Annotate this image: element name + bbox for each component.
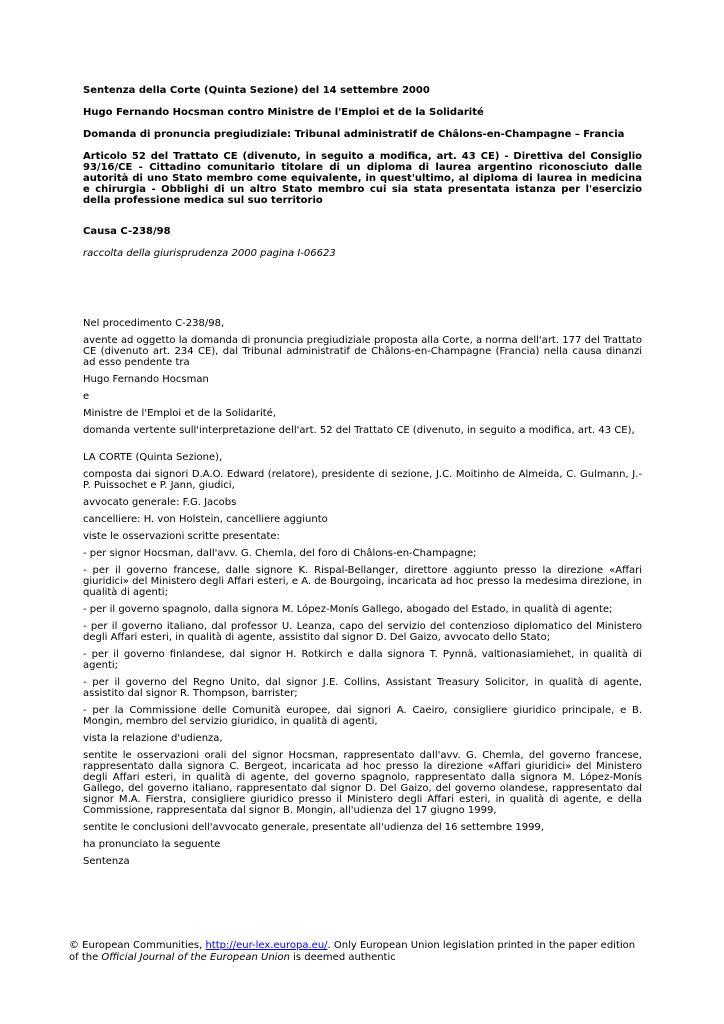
intro-section (83, 318, 642, 436)
journal-name: Official Journal of the European Union (101, 952, 290, 963)
reference-line: Domanda di pronuncia pregiudiziale: Tribunal administratif de Châlons-en-Champagne – Francia (83, 129, 625, 140)
case-number: Causa C-238/98 (83, 226, 171, 237)
paragraph: cancelliere: H. von Holstein, cancelliere aggiunto (83, 514, 328, 525)
paragraph: - per signor Hocsman, dall'avv. G. Chemla, del foro di Châlons-en-Champagne; (83, 548, 477, 559)
paragraph: - per il governo spagnolo, dalla signora M. López-Monís Gallego, abogado del Estado, in qualità di agente; (83, 604, 613, 615)
paragraph: viste le osservazioni scritte presentate: (83, 531, 280, 542)
footer-middle: . Only European Union legislation printed in the paper edition of the (69, 940, 636, 963)
paragraph: avvocato generale: F.G. Jacobs (83, 497, 237, 508)
paragraph: avente ad oggetto la domanda di pronuncia pregiudiziale proposta alla Corte, a norma dell'art. 177 del Trattato CE (divenuto art. 234 CE), dal Tribunal administratif de Châlons-en-Champagne (Francia) nella causa dinanzi ad esso pendente tra (83, 335, 642, 368)
spacer (83, 442, 642, 452)
paragraph: vista la relazione d'udienza, (83, 733, 223, 744)
paragraph: - per il governo italiano, dal professor U. Leanza, capo del servizio del contenzioso diplomatico del Ministero degli Affari esteri, in qualità di agente, assistito dal signor D. Del Gaizo, avvocato dello Stato; (83, 621, 642, 643)
parties-line: Hugo Fernando Hocsman contro Ministre de l'Emploi et de la Solidarité (83, 107, 484, 118)
document (83, 85, 642, 873)
document-title: Sentenza della Corte (Quinta Sezione) del 14 settembre 2000 (83, 85, 430, 96)
paragraph: - per il governo francese, dalle signore K. Rispal-Bellanger, direttore aggiunto presso la direzione «Affari giuridici» del Ministero degli Affari esteri, e A. de Bourgoing, incaricata ad hoc presso la medesima direzione, in qualità di agenti; (83, 565, 642, 598)
eur-lex-link[interactable]: http://eur-lex.europa.eu/ (205, 940, 328, 951)
paragraph: e (83, 391, 90, 402)
court-section (83, 452, 642, 867)
collection-reference: raccolta della giurisprudenza 2000 pagina I-06623 (83, 248, 336, 259)
copyright-footer (69, 940, 642, 964)
paragraph: ha pronunciato la seguente (83, 839, 221, 850)
paragraph: composta dai signori D.A.O. Edward (relatore), presidente di sezione, J.C. Moitinho de Almeida, C. Gulmann, J.-P. Puissochet e P. Jann, giudici, (83, 469, 642, 491)
paragraph: sentite le conclusioni dell'avvocato generale, presentate all'udienza del 16 settembre 1999, (83, 822, 544, 833)
paragraph: Nel procedimento C-238/98, (83, 318, 225, 329)
paragraph: sentite le osservazioni orali del signor Hocsman, rappresentato dall'avv. G. Chemla, del governo francese, rappresentato dalla signora C. Bergeot, incaricata ad hoc presso la direzione «Affari giuridici» del Ministero degli Affari esteri, in qualità di agente, del governo spagnolo, rappresentato dalla signora M. López-Monís Gallego, del governo italiano, rappresentato dal signor D. Del Gaizo, del governo olandese, rappresentato dal signor M.A. Fierstra, consigliere giuridico presso il Ministero degli Affari esteri, in qualità di agente, e della Commissione, rappresentata dal signor B. Mongin, all'udienza del 17 giugno 1999, (83, 750, 642, 816)
paragraph: Ministre de l'Emploi et de la Solidarité, (83, 408, 276, 419)
footer-prefix: © European Communities, (69, 940, 206, 951)
paragraph: - per il governo finlandese, dal signor H. Rotkirch e dalla signora T. Pynnä, valtionasiamiehet, in qualità di agenti; (83, 649, 642, 671)
paragraph: domanda vertente sull'interpretazione dell'art. 52 del Trattato CE (divenuto, in seguito a modifica, art. 43 CE), (83, 425, 635, 436)
paragraph: LA CORTE (Quinta Sezione), (83, 452, 223, 463)
paragraph: Hugo Fernando Hocsman (83, 374, 209, 385)
subject-summary: Articolo 52 del Trattato CE (divenuto, in seguito a modifica, art. 43 CE) - Direttiva del Consiglio 93/16/CE - Cittadino comunitario titolare di un diploma di laurea argentino riconosciuto dalle autorità di uno Stato membro come equivalente, in quest'ultimo, al diploma di laurea in medicina e chirurgia - Obblighi di un altro Stato membro cui sia stata presentata istanza per l'esercizio della professione medica sul suo territorio (83, 151, 642, 206)
paragraph: Sentenza (83, 856, 130, 867)
paragraph: - per la Commissione delle Comunità europee, dai signori A. Caeiro, consigliere giuridico principale, e B. Mongin, membro del servizio giuridico, in qualità di agenti, (83, 705, 642, 727)
paragraph: - per il governo del Regno Unito, dal signor J.E. Collins, Assistant Treasury Solicitor, in qualità di agente, assistito dal signor R. Thompson, barrister; (83, 677, 642, 699)
footer-suffix: is deemed authentic (289, 952, 396, 963)
